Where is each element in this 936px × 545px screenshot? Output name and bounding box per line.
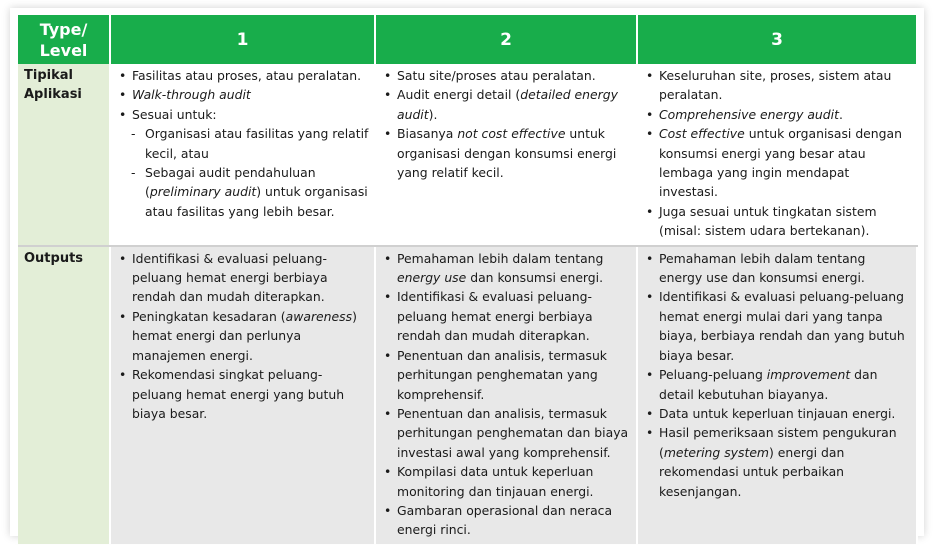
text-run: Sebagai audit pendahuluan ( — [145, 165, 316, 200]
text-run: Pemahaman lebih dalam tentang energy use dan konsumsi energi. — [659, 250, 866, 286]
list-item — [646, 365, 912, 404]
list-item — [119, 85, 370, 104]
sub-list-item — [119, 163, 370, 221]
text-run: untuk organisasi dengan konsumsi energi yang besar atau lembaga yang ingin mendapat investasi. — [659, 126, 902, 200]
cell-level-1 — [110, 246, 375, 544]
row-outputs — [18, 246, 917, 544]
row-tipikal-aplikasi — [18, 64, 917, 246]
text-run: Audit energi detail ( — [397, 87, 521, 103]
list-item — [384, 404, 632, 462]
list-item — [646, 287, 912, 365]
text-run: ) hemat energi dan perlunya manajemen energi. — [132, 308, 357, 363]
text-run: Comprehensive energy audit — [659, 106, 839, 122]
text-run: Juga sesuai untuk tingkatan sistem (misal: sistem udara bertekanan). — [659, 203, 877, 239]
text-run: untuk organisasi dengan konsumsi energi yang relatif kecil. — [397, 126, 617, 181]
header-type-level: Type/ Level — [18, 15, 110, 64]
list-item — [384, 287, 632, 345]
text-run: Pemahaman lebih dalam tentang — [397, 250, 604, 266]
list-item — [119, 66, 370, 85]
list-item — [384, 85, 632, 124]
list-item — [119, 249, 370, 307]
text-run: Peningkatan kesadaran ( — [132, 308, 286, 324]
list-item — [384, 66, 632, 85]
bullet-list — [646, 66, 912, 241]
header-row — [18, 15, 917, 64]
text-run: Walk-through audit — [132, 87, 251, 103]
text-run: not cost effective — [457, 126, 566, 142]
list-item — [646, 202, 912, 241]
list-item — [119, 307, 370, 365]
text-run: . — [838, 106, 843, 122]
list-item — [384, 501, 632, 540]
text-run: Penentuan dan analisis, termasuk perhitungan penghematan dan biaya investasi awal yang komprehensif. — [397, 405, 629, 460]
text-run: detailed energy audit — [397, 87, 618, 122]
list-item — [646, 249, 912, 288]
list-item — [384, 462, 632, 501]
bullet-list — [119, 249, 370, 424]
list-item — [384, 346, 632, 404]
text-run: Identifikasi & evaluasi peluang-peluang hemat energi berbiaya rendah dan mudah diterapkan. — [397, 289, 593, 344]
list-item — [646, 66, 912, 105]
text-run: Rekomendasi singkat peluang-peluang hemat energi yang butuh biaya besar. — [132, 367, 345, 421]
bullet-list — [384, 66, 632, 182]
text-run: Satu site/proses atau peralatan. — [397, 68, 596, 83]
text-run: Organisasi atau fasilitas yang relatif kecil, atau — [145, 126, 369, 161]
text-run: Identifikasi & evaluasi peluang-peluang hemat energi berbiaya rendah dan mudah diterapkan. — [132, 250, 328, 305]
list-item — [646, 423, 912, 501]
text-run: dan detail kebutuhan biayanya. — [659, 367, 878, 402]
bullet-list — [119, 66, 370, 221]
cell-level-1 — [110, 64, 375, 246]
list-item — [384, 124, 632, 182]
audit-level-table — [18, 15, 918, 544]
text-run: Hasil pemeriksaan sistem pengukuran ( — [659, 425, 897, 460]
text-run: ) energi dan rekomendasi untuk perbaikan kesenjangan. — [659, 444, 845, 499]
bullet-list — [646, 249, 912, 501]
list-item — [646, 404, 912, 423]
text-run: Fasilitas atau proses, atau peralatan. — [132, 68, 362, 83]
text-run: Gambaran operasional dan neraca energi rinci. — [397, 502, 613, 538]
header-level-3: 3 — [637, 15, 917, 64]
cell-level-2 — [375, 246, 637, 544]
text-run: ) untuk organisasi atau fasilitas yang lebih besar. — [145, 184, 368, 219]
list-item — [646, 105, 912, 124]
text-run: metering system — [663, 444, 770, 460]
header-level-1: 1 — [110, 15, 375, 64]
text-run: Identifikasi & evaluasi peluang-peluang hemat energi mulai dari yang tanpa biaya, berbiaya rendah dan yang butuh biaya besar. — [659, 289, 905, 363]
text-run: improvement — [766, 367, 851, 383]
list-item — [384, 249, 632, 288]
list-item — [646, 124, 912, 202]
text-run: Sesuai untuk: — [132, 106, 217, 122]
text-run: Cost effective — [659, 126, 745, 142]
text-run: Data untuk keperluan tinjauan energi. — [659, 405, 896, 421]
header-level-2: 2 — [375, 15, 637, 64]
row-label: Outputs — [18, 246, 110, 544]
text-run: Penentuan dan analisis, termasuk perhitungan penghematan yang komprehensif. — [397, 347, 607, 402]
cell-level-2 — [375, 64, 637, 246]
cell-level-3 — [637, 64, 917, 246]
cell-level-3 — [637, 246, 917, 544]
row-label: Tipikal Aplikasi — [18, 64, 110, 246]
sub-list-item — [119, 124, 370, 163]
text-run: energy use — [397, 270, 467, 286]
text-run: Kompilasi data untuk keperluan monitoring dan tinjauan energi. — [397, 464, 594, 499]
text-run: Peluang-peluang — [659, 367, 767, 383]
text-run: preliminary audit — [149, 184, 257, 200]
text-run: Biasanya — [397, 126, 458, 142]
text-run: Keseluruhan site, proses, sistem atau peralatan. — [659, 68, 892, 103]
list-item — [119, 105, 370, 124]
bullet-list — [384, 249, 632, 540]
text-run: dan konsumsi energi. — [466, 270, 604, 286]
list-item — [119, 365, 370, 423]
text-run: ). — [428, 106, 438, 122]
text-run: awareness — [285, 308, 353, 324]
